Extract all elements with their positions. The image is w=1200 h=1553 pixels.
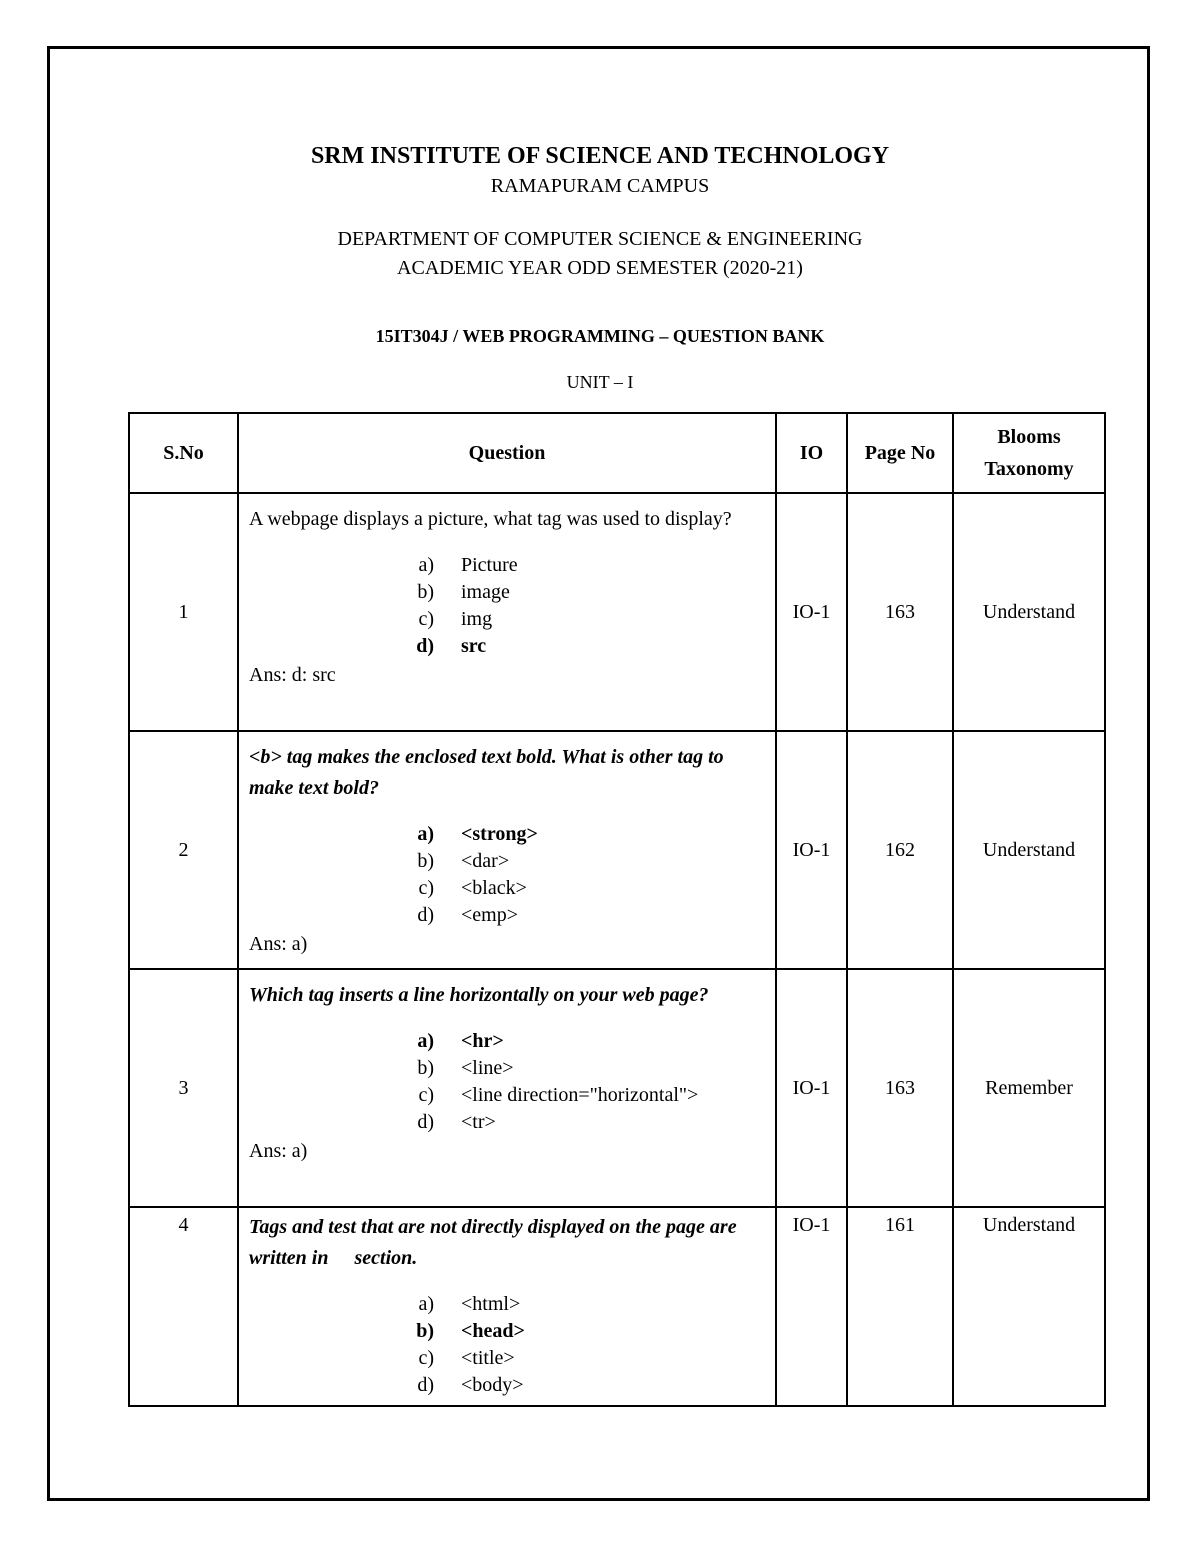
option-item: d) <emp> bbox=[417, 904, 518, 926]
question-cell bbox=[238, 1207, 776, 1406]
option-item: b) <line> bbox=[417, 1057, 514, 1079]
table-row bbox=[129, 731, 1105, 969]
option-item-correct: b) <head> bbox=[416, 1320, 525, 1342]
option-item: b) image bbox=[417, 581, 510, 603]
row-blooms: Remember bbox=[953, 969, 1105, 1207]
institute-title: SRM INSTITUTE OF SCIENCE AND TECHNOLOGY bbox=[310, 143, 890, 169]
options-list bbox=[249, 1028, 767, 1136]
table-row bbox=[129, 493, 1105, 731]
question-cell bbox=[238, 969, 776, 1207]
option-item: b) <dar> bbox=[417, 850, 510, 872]
taxonomy-header-line2: Taxonomy bbox=[984, 458, 1074, 480]
question-text: Tags and test that are not directly displayed on the page are written in section. bbox=[249, 1216, 737, 1269]
unit-title: UNIT – I bbox=[566, 372, 634, 392]
table-row bbox=[129, 1207, 1105, 1406]
course-title: 15IT304J / WEB PROGRAMMING – QUESTION BANK bbox=[375, 326, 825, 346]
row-blooms: Understand bbox=[953, 731, 1105, 969]
row-page: 161 bbox=[847, 1207, 953, 1406]
row-blooms: Understand bbox=[953, 493, 1105, 731]
row-io: IO-1 bbox=[776, 731, 847, 969]
option-item: c) img bbox=[418, 608, 493, 630]
row-io: IO-1 bbox=[776, 969, 847, 1207]
col-io-header: IO bbox=[776, 413, 847, 493]
answer-text: Ans: d: src bbox=[249, 664, 336, 686]
row-page: 163 bbox=[847, 969, 953, 1207]
table-header-row bbox=[129, 413, 1105, 493]
question-text: A webpage displays a picture, what tag was used to display? bbox=[249, 508, 732, 530]
option-item: a) <html> bbox=[418, 1293, 521, 1315]
row-sno: 3 bbox=[129, 969, 238, 1207]
row-sno: 1 bbox=[129, 493, 238, 731]
answer-text: Ans: a) bbox=[249, 933, 308, 955]
col-sno-header: S.No bbox=[129, 413, 238, 493]
option-item: c) <black> bbox=[418, 877, 527, 899]
question-cell bbox=[238, 731, 776, 969]
option-item-correct: a) <hr> bbox=[417, 1030, 504, 1052]
col-question-header: Question bbox=[238, 413, 776, 493]
options-list bbox=[249, 552, 767, 660]
option-item-correct: d) src bbox=[416, 635, 487, 657]
question-text: Which tag inserts a line horizontally on your web page? bbox=[249, 984, 709, 1006]
option-item: d) <tr> bbox=[417, 1111, 496, 1133]
row-sno: 2 bbox=[129, 731, 238, 969]
department-name: DEPARTMENT OF COMPUTER SCIENCE & ENGINEERING bbox=[337, 228, 863, 250]
academic-year: ACADEMIC YEAR ODD SEMESTER (2020-21) bbox=[397, 257, 803, 279]
option-item: c) <title> bbox=[418, 1347, 515, 1369]
col-page-header: Page No bbox=[847, 413, 953, 493]
col-blooms-header bbox=[953, 413, 1105, 493]
row-page: 163 bbox=[847, 493, 953, 731]
row-blooms: Understand bbox=[953, 1207, 1105, 1406]
option-item: a) Picture bbox=[418, 554, 518, 576]
options-list bbox=[249, 1291, 767, 1399]
option-item-correct: a) <strong> bbox=[417, 823, 538, 845]
question-bank-table bbox=[128, 412, 1106, 1407]
options-list bbox=[249, 821, 767, 929]
row-sno: 4 bbox=[129, 1207, 238, 1406]
row-io: IO-1 bbox=[776, 493, 847, 731]
row-io: IO-1 bbox=[776, 1207, 847, 1406]
question-cell bbox=[238, 493, 776, 731]
option-item: d) <body> bbox=[417, 1374, 524, 1396]
campus-name: RAMAPURAM CAMPUS bbox=[490, 175, 710, 197]
question-text: <b> tag makes the enclosed text bold. What is other tag to make text bold? bbox=[249, 746, 724, 799]
blooms-header-line1: Blooms bbox=[997, 426, 1061, 448]
option-item: c) <line direction="horizontal"> bbox=[418, 1084, 699, 1106]
table-row bbox=[129, 969, 1105, 1207]
answer-text: Ans: a) bbox=[249, 1140, 308, 1162]
row-page: 162 bbox=[847, 731, 953, 969]
